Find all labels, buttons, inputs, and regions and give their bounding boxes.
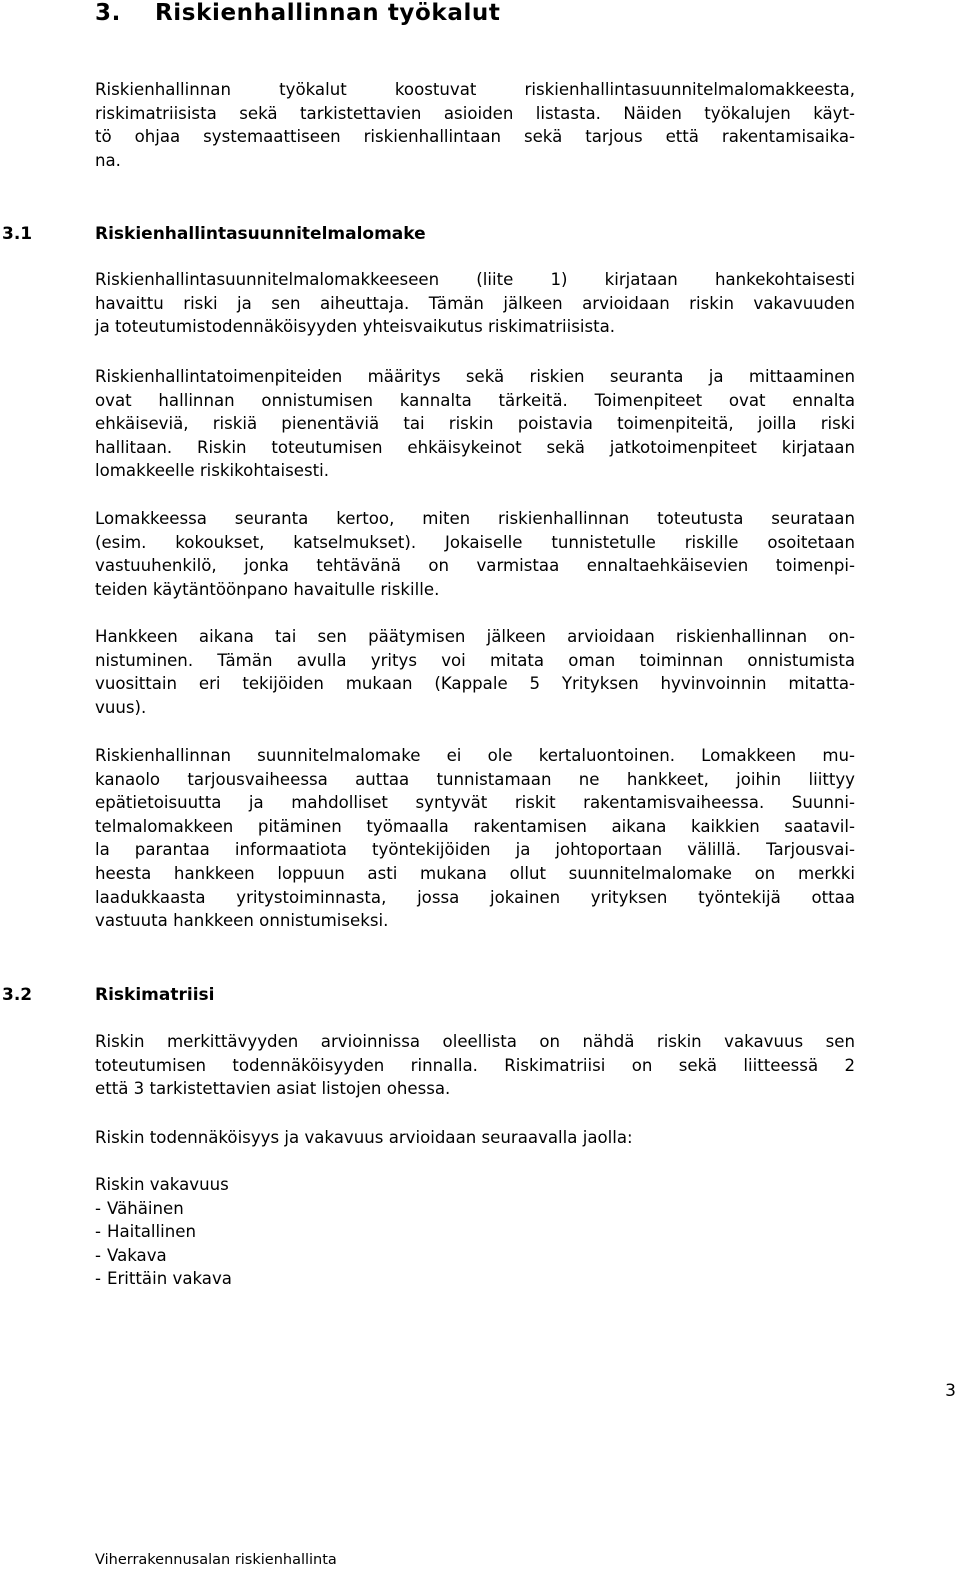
text-line: toteutumisen todennäköisyyden rinnalla. Riskimatriisi on sekä liitteessä 2	[95, 1055, 855, 1075]
text-line: kanaolo tarjousvaiheessa auttaa tunnistamaan ne hankkeet, joihin liittyy	[95, 769, 855, 789]
text-line: lomakkeelle riskikohtaisesti.	[95, 461, 330, 481]
body-paragraph	[95, 507, 855, 601]
text-line: vastuuhenkilö, jonka tehtävänä on varmistaa ennaltaehkäisevien toimenpi-	[95, 556, 855, 576]
text-line: ja toteutumistodennäköisyyden yhteisvaikutus riskimatriisista.	[95, 317, 616, 337]
text-line: vuus).	[95, 697, 147, 717]
body-paragraph	[95, 625, 855, 719]
chapter-number: 3.	[95, 0, 121, 26]
text-line: Riskienhallintasuunnitelmalomakkeeseen (liite 1) kirjataan hankekohtaisesti	[95, 270, 855, 289]
list-item-label: Vähäinen	[107, 1198, 184, 1218]
text-line: Hankkeen aikana tai sen päätymisen jälkeen arvioidaan riskienhallinnan on-	[95, 627, 855, 646]
body-paragraph	[95, 1030, 855, 1101]
text-line: Riskin todennäköisyys ja vakavuus arvioidaan seuraavalla jaolla:	[95, 1128, 633, 1147]
bullet-marker: -	[95, 1198, 101, 1218]
body-paragraph	[95, 268, 855, 339]
list-item-label: Haitallinen	[107, 1222, 197, 1242]
text-line: (esim. kokoukset, katselmukset). Jokaiselle tunnistetulle riskille osoitetaan	[95, 532, 855, 552]
text-line: Lomakkeessa seuranta kertoo, miten riskienhallinnan toteutusta seurataan	[95, 509, 855, 528]
text-line: la parantaa informaatiota työntekijöiden ja johtoportaan välillä. Tarjousvai-	[95, 840, 855, 860]
text-line: Riskienhallintatoimenpiteiden määritys sekä riskien seuranta ja mittaaminen	[95, 367, 855, 386]
bullet-marker: -	[95, 1245, 101, 1265]
severity-list	[95, 1173, 855, 1291]
list-item-label: Erittäin vakava	[107, 1269, 232, 1289]
body-paragraph	[95, 1126, 855, 1150]
section-title: Riskienhallintasuunnitelmalomake	[95, 224, 426, 244]
text-line: teiden käytäntöönpano havaitulle riskille.	[95, 579, 440, 599]
text-line: ehkäiseviä, riskiä pienentäviä tai riskin poistavia toimenpiteitä, joilla riski	[95, 414, 855, 434]
chapter-title: Riskienhallinnan työkalut	[155, 0, 501, 26]
text-line: heesta hankkeen loppuun asti mukana ollut suunnitelmalomake on merkki	[95, 863, 855, 883]
page-number: 3	[945, 1381, 956, 1401]
chapter-heading	[95, 0, 795, 28]
text-line: ovat hallinnan onnistumisen kannalta tärkeitä. Toimenpiteet ovat ennalta	[95, 390, 855, 410]
section-heading-3-2	[0, 983, 860, 1007]
list-item	[95, 1197, 855, 1221]
list-item	[95, 1220, 855, 1244]
page-footer: Viherrakennusalan riskienhallinta	[95, 1552, 337, 1568]
bullet-marker: -	[95, 1269, 101, 1289]
list-item	[95, 1244, 855, 1268]
bullet-marker: -	[95, 1222, 101, 1242]
text-line: hallitaan. Riskin toteutumisen ehkäisykeinot sekä jatkotoimenpiteet kirjataan	[95, 437, 855, 457]
text-line: Riskienhallinnan työkalut koostuvat riskienhallintasuunnitelmalomakkeesta,	[95, 80, 855, 99]
section-number: 3.2	[2, 985, 33, 1005]
text-line: Riskienhallinnan suunnitelmalomake ei ole kertaluontoinen. Lomakkeen mu-	[95, 746, 855, 765]
text-line: Riskin merkittävyyden arvioinnissa oleellista on nähdä riskin vakavuus sen	[95, 1032, 855, 1051]
text-line: telmalomakkeen pitäminen työmaalla rakentamisen aikana kaikkien saatavil-	[95, 816, 855, 836]
section-number: 3.1	[2, 224, 33, 244]
section-title: Riskimatriisi	[95, 985, 215, 1005]
text-line: nistuminen. Tämän avulla yritys voi mitata oman toiminnan onnistumista	[95, 650, 855, 670]
body-paragraph	[95, 744, 855, 933]
text-line: vuosittain eri tekijöiden mukaan (Kappale 5 Yrityksen hyvinvoinnin mitatta-	[95, 674, 855, 694]
list-item-label: Vakava	[107, 1245, 167, 1265]
severity-list-heading: Riskin vakavuus	[95, 1175, 229, 1194]
body-paragraph	[95, 365, 855, 483]
text-line: tö ohjaa systemaattiseen riskienhallintaan sekä tarjous että rakentamisaika-	[95, 127, 855, 147]
text-line: laadukkaasta yritystoiminnasta, jossa jokainen yrityksen työntekijä ottaa	[95, 887, 855, 907]
text-line: riskimatriisista sekä tarkistettavien asioiden listasta. Näiden työkalujen käyt-	[95, 103, 855, 123]
text-line: na.	[95, 150, 121, 170]
chapter-intro-paragraph	[95, 78, 855, 172]
text-line: havaittu riski ja sen aiheuttaja. Tämän jälkeen arvioidaan riskin vakavuuden	[95, 293, 855, 313]
text-line: että 3 tarkistettavien asiat listojen ohessa.	[95, 1079, 451, 1099]
section-heading-3-1	[0, 222, 860, 246]
text-line: epätietoisuutta ja mahdolliset syntyvät riskit rakentamisvaiheessa. Suunni-	[95, 793, 855, 813]
text-line: vastuuta hankkeen onnistumiseksi.	[95, 911, 389, 931]
list-item	[95, 1267, 855, 1291]
